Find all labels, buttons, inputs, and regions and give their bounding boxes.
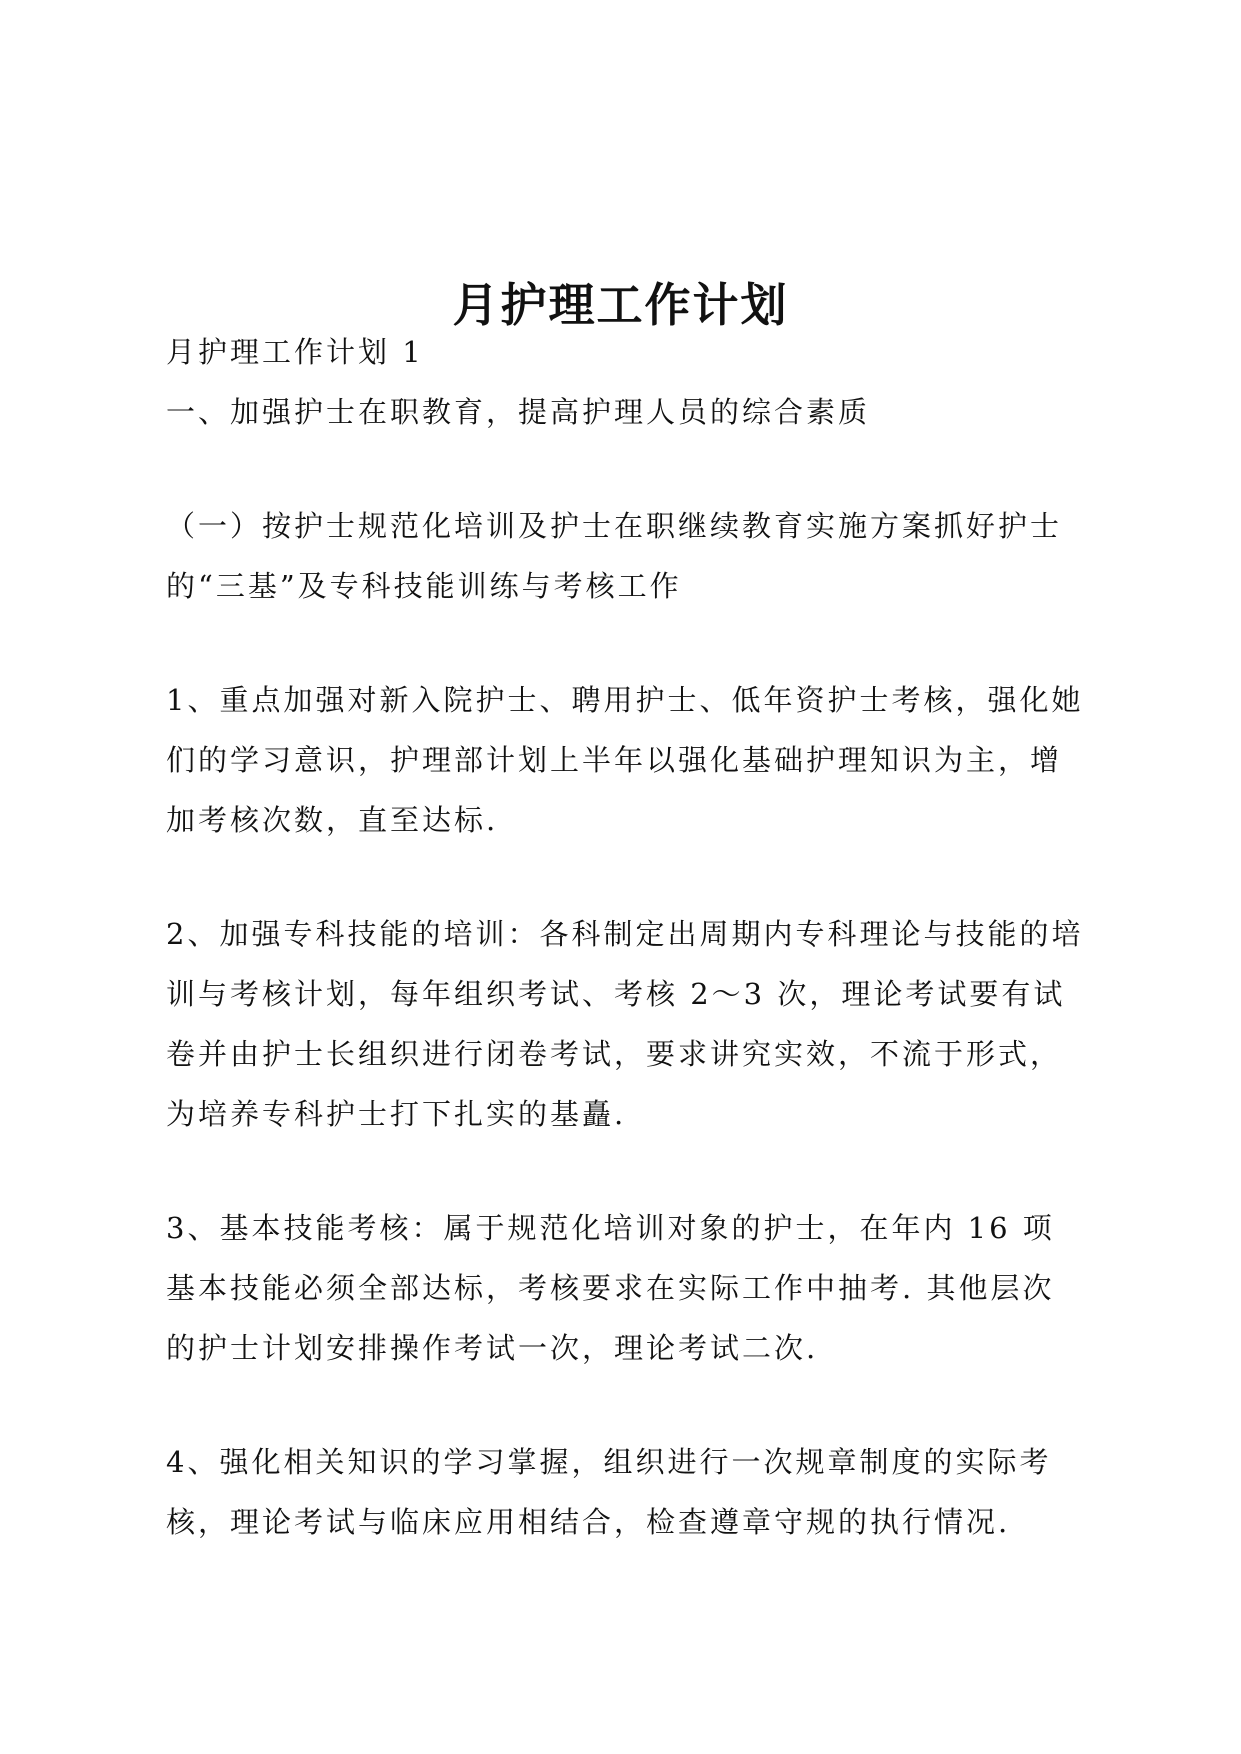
- paragraph-item-3: 3、基本技能考核：属于规范化培训对象的护士，在年内 16 项基本技能必须全部达标，考核要求在实际工作中抽考. 其他层次的护士计划安排操作考试一次，理论考试二次.: [166, 1211, 1055, 1365]
- section-heading-1: 一、加强护士在职教育，提高护理人员的综合素质: [166, 395, 871, 429]
- document-body: [166, 322, 1086, 1552]
- paragraph-item-2: 2、加强专科技能的培训：各科制定出周期内专科理论与技能的培训与考核计划，每年组织考试、考核 2～3 次，理论考试要有试卷并由护士长组织进行闭卷考试，要求讲究实效，不流于形式，为培养专科护士打下扎实的基矗.: [166, 917, 1084, 1131]
- plan-subtitle: 月护理工作计划 1: [166, 335, 424, 369]
- paragraph-item-1: 1、重点加强对新入院护士、聘用护士、低年资护士考核，强化她们的学习意识，护理部计划上半年以强化基础护理知识为主，增加考核次数，直至达标.: [166, 683, 1084, 837]
- paragraph-item-4: 4、强化相关知识的学习掌握，组织进行一次规章制度的实际考核，理论考试与临床应用相结合，检查遵章守规的执行情况.: [166, 1445, 1052, 1539]
- subsection-heading-1: （一）按护士规范化培训及护士在职继续教育实施方案抓好护士的“三基”及专科技能训练与考核工作: [166, 509, 1063, 603]
- document-title: 月护理工作计划: [452, 277, 789, 332]
